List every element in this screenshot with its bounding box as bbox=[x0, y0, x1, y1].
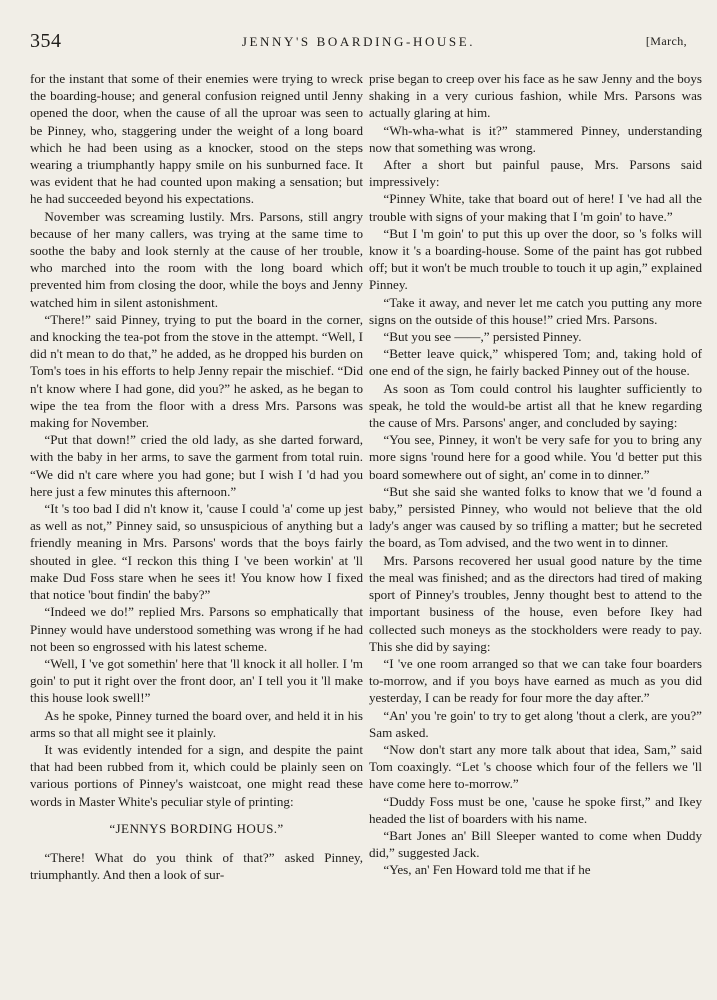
paragraph: “Indeed we do!” replied Mrs. Parsons so emphatically that Pinney would have understood something was wrong if he had not been so engrossed with his latest scheme. bbox=[30, 604, 363, 654]
left-column bbox=[30, 70, 363, 883]
paragraph: “It 's too bad I did n't know it, 'cause I could 'a' come up jest as well as not,” Pinney said, so unsuspicious of anything but a friendly meaning in Mrs. Parsons' words that the boys fairly shouted in glee. “I reckon this thing I 've been workin' at 'll make Dud Foss stare when he sees it! You know how I fixed that notice 'bout findin' the baby?” bbox=[30, 501, 363, 603]
paragraph: “Better leave quick,” whispered Tom; and, taking hold of one end of the sign, he fairly backed Pinney out of the house. bbox=[369, 346, 702, 379]
paragraph: “An' you 're goin' to try to get along 'thout a clerk, are you?” Sam asked. bbox=[369, 707, 702, 740]
paragraph: “There!” said Pinney, trying to put the board in the corner, and knocking the tea-pot from the stove in the attempt. “Well, I did n't mean to do that,” he added, as he dropped his burden on Tom's toes in his efforts to help Jenny repair the mischief. “Did n't know where I had gone, did you?” he asked, as he began to wipe the tea from the floor with a dress Mrs. Parsons was making for November. bbox=[30, 311, 363, 431]
paragraph: “You see, Pinney, it won't be very safe for you to bring any more signs 'round here for a good while. You 'd better put this board somewhere out of sight, an' come in to dinner.” bbox=[369, 432, 702, 482]
paragraph: “Bart Jones an' Bill Sleeper wanted to come when Duddy did,” suggested Jack. bbox=[369, 827, 702, 861]
paragraph: After a short but painful pause, Mrs. Parsons said impressively: bbox=[369, 157, 702, 190]
paragraph: As he spoke, Pinney turned the board over, and held it in his arms so that all might see it plainly. bbox=[30, 707, 363, 740]
paragraph: “Well, I 've got somethin' here that 'll knock it all holler. I 'm goin' to put it right over the front door, an' I tell you it 'll make this house look swell!” bbox=[30, 655, 363, 706]
paragraph: It was evidently intended for a sign, and despite the paint that had been rubbed from it, which could be plainly seen on various portions of Pinney's waistcoat, one might read these words in Master White's peculiar style of printing: bbox=[30, 741, 363, 809]
paragraph: prise began to creep over his face as he saw Jenny and the boys shaking in a very curious fashion, while Mrs. Parsons was actually glaring at him. bbox=[369, 71, 702, 121]
paragraph: “But I 'm goin' to put this up over the door, so 's folks will know it 's a boarding-house. Some of the paint has got rubbed off; but it won't be much trouble to touch it up agin,” explained Pinney. bbox=[369, 225, 702, 293]
paragraph: “Duddy Foss must be one, 'cause he spoke first,” and Ikey headed the list of boarders with his name. bbox=[369, 793, 702, 826]
paragraph: “Now don't start any more talk about that idea, Sam,” said Tom coaxingly. “Let 's choose which four of the fellers we 'll have come here to-morrow.” bbox=[369, 741, 702, 792]
paragraph: “But she said she wanted folks to know that we 'd found a baby,” persisted Pinney, who would not believe that the old lady's anger was caused by so trifling a matter; but he secreted the board, as Tom advised, and the two went in to dinner. bbox=[369, 483, 702, 551]
paragraph: “Wh-wha-what is it?” stammered Pinney, understanding now that something was wrong. bbox=[369, 122, 702, 155]
paragraph: “Put that down!” cried the old lady, as she darted forward, with the baby in her arms, to save the garment from total ruin. “We did n't care where you had gone; but I wish I 'd had you here just a few minutes this afternoon.” bbox=[30, 432, 363, 499]
paragraph: As soon as Tom could control his laughter sufficiently to speak, he told the would-be artist all that he knew regarding the cause of Mrs. Parsons' anger, and concluded by saying: bbox=[369, 380, 702, 431]
paragraph: Mrs. Parsons recovered her usual good nature by the time the meal was finished; and as the directors had tired of making sport of Pinney's troubles, Jenny thought best to attend to the important business of the house, even before Ikey had collected such moneys as the stockholders were ready to pay. This she did by saying: bbox=[369, 552, 702, 654]
paragraph: November was screaming lustily. Mrs. Parsons, still angry because of her many callers, was trying at the same time to soothe the baby and look sternly at the cause of her trouble, who marched into the room with the long board which prevented him from closing the door, while the boys and Jenny watched him in silent astonishment. bbox=[30, 208, 363, 310]
page-number: 354 bbox=[30, 30, 62, 52]
paragraph: “There! What do you think of that?” asked Pinney, triumphantly. And then a look of sur- bbox=[30, 849, 363, 883]
paragraph: “Take it away, and never let me catch you putting any more signs on the outside of this house!” cried Mrs. Parsons. bbox=[369, 294, 702, 327]
paragraph: “Pinney White, take that board out of here! I 've had all the trouble with signs of your making that I 'm goin' to have.” bbox=[369, 191, 702, 224]
paragraph: for the instant that some of their enemies were trying to wreck the boarding-house; and general confusion reigned until Jenny opened the door, when the cause of all the uproar was seen to be Pinney, who, staggering under the weight of a long board which he had been using as a knocker, stood on the steps wearing a triumphantly happy smile on his sunburned face. It was evident that he had counted upon making a sensation; but he had succeeded beyond his expectations. bbox=[30, 71, 363, 207]
right-column bbox=[369, 70, 702, 879]
paragraph: “I 've one room arranged so that we can take four boarders to-morrow, and if you boys have earned as much as you did yesterday, I can be ready for four more the day after.” bbox=[369, 655, 702, 706]
running-title: JENNY'S BOARDING-HOUSE. bbox=[241, 34, 476, 49]
paragraph: “Yes, an' Fen Howard told me that if he bbox=[383, 862, 591, 878]
issue-month: [March, bbox=[645, 34, 687, 48]
sign-text: “JENNYS BORDING HOUS.” bbox=[109, 820, 284, 836]
paragraph: “But you see ——,” persisted Pinney. bbox=[383, 329, 582, 345]
